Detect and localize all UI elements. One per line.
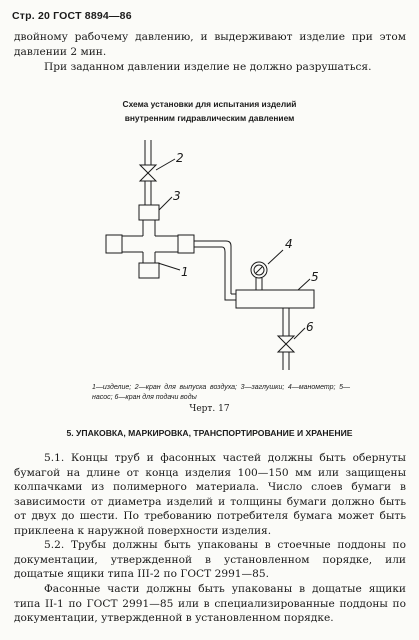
section-heading: 5. УПАКОВКА, МАРКИРОВКА, ТРАНСПОРТИРОВАНИЕ И ХРАНЕНИЕ bbox=[66, 428, 353, 438]
water-supply-valve bbox=[278, 308, 294, 370]
label-1: 1 bbox=[181, 265, 189, 279]
intro-paragraph: двойному рабочему давлению, и выдерживают изделие при этом давлении 2 мин. bbox=[14, 31, 406, 58]
leader-1 bbox=[158, 263, 180, 270]
leader-4 bbox=[268, 250, 283, 264]
label-6: 6 bbox=[306, 320, 314, 334]
paragraph-5-3: Фасонные части должны быть упакованы в дощатые ящики типа II-1 по ГОСТ 2991—85 или в специализированные поддоны по документации, утвержденной в установленном порядке. bbox=[14, 583, 406, 624]
intro-paragraph-2: При заданном давлении изделие не должно разрушаться. bbox=[44, 61, 372, 73]
manometer bbox=[251, 262, 267, 290]
top-plug bbox=[139, 205, 159, 220]
page-header: Стр. 20 ГОСТ 8894—86 bbox=[12, 10, 132, 22]
leader-3 bbox=[159, 197, 172, 210]
paragraph-5-2: 5.2. Трубы должны быть упакованы в стоечные поддоны по документации, утвержденной в установленном порядке, или дощатые ящики типа III-2 по ГОСТ 2991—85. bbox=[14, 539, 406, 580]
leader-2 bbox=[156, 159, 175, 170]
paragraph-5-1: 5.1. Концы труб и фасонных частей должны быть обернуты бумагой на длине от конца изделия 100—150 мм или защищены колпачками из полимерного материала. Число слоев бумаги в зависимости от диаметра изделий и толщины бумаги должно быть от двух до шести. По требованию потребителя бумага может быть приклеена к наружной поверхности изделия. bbox=[14, 452, 406, 537]
label-5: 5 bbox=[311, 270, 319, 284]
leader-6 bbox=[294, 328, 305, 339]
leader-5 bbox=[298, 279, 310, 290]
figure-title-line2: внутренним гидравлическим давлением bbox=[124, 113, 295, 123]
bottom-plug bbox=[139, 263, 159, 278]
figure-caption: Черт. 17 bbox=[189, 404, 230, 414]
figure-title-line1: Схема установки для испытания изделий bbox=[122, 99, 297, 109]
left-plug bbox=[106, 235, 122, 253]
connecting-pipe bbox=[194, 241, 236, 300]
right-plug bbox=[178, 235, 194, 253]
pump bbox=[236, 290, 314, 308]
figure-legend: 1—изделие; 2—кран для выпуска воздуха; 3—заглушки; 4—манометр; 5—насос; 6—кран для подачи воды bbox=[92, 384, 350, 401]
air-release-valve bbox=[140, 140, 156, 205]
label-2: 2 bbox=[176, 151, 184, 165]
label-4: 4 bbox=[285, 237, 293, 251]
label-3: 3 bbox=[173, 189, 181, 203]
cross-fitting bbox=[122, 220, 178, 263]
